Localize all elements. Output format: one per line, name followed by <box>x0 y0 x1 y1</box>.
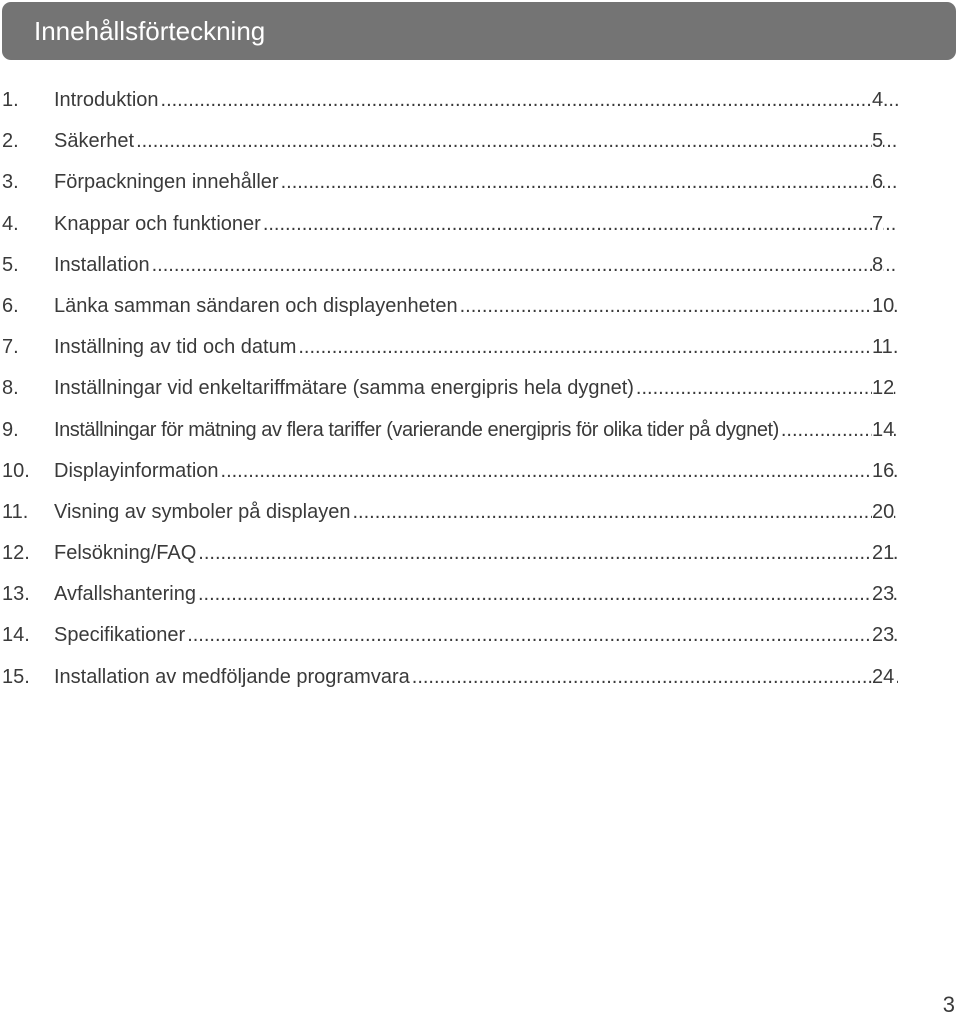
toc-title[interactable]: Displayinformation <box>54 459 219 482</box>
toc-number: 14. <box>2 624 30 647</box>
toc-row[interactable] <box>0 80 960 121</box>
toc-page-number: 14 <box>872 418 895 441</box>
toc-title[interactable]: Inställning av tid och datum <box>54 336 297 359</box>
toc-page-number: 10 <box>872 294 895 317</box>
toc-page-number: 11 <box>872 336 893 359</box>
toc-title[interactable]: Förpackningen innehåller <box>54 171 279 194</box>
toc-title[interactable]: Visning av symboler på displayen <box>54 500 351 523</box>
toc-page-number: 6 <box>872 171 884 194</box>
toc-page-number: 4 <box>872 89 884 111</box>
toc-title[interactable]: Inställningar vid enkeltariffmätare (samma energipris hela dygnet) <box>54 377 634 400</box>
toc-number: 15. <box>2 665 30 688</box>
toc-number: 13. <box>2 583 30 606</box>
toc-number: 11. <box>2 500 29 523</box>
toc-page-number: 24 <box>872 665 895 688</box>
toc-title[interactable]: Inställningar för mätning av flera tariffer (varierande energipris för olika tider på dygnet) <box>54 418 779 441</box>
toc-number: 12. <box>2 542 30 565</box>
toc-title[interactable]: Introduktion <box>54 89 159 111</box>
toc-number: 10. <box>2 459 30 482</box>
toc-row[interactable] <box>0 410 960 451</box>
toc-number: 2. <box>2 130 19 153</box>
toc-row[interactable] <box>0 368 960 409</box>
header-bar <box>2 2 956 60</box>
toc-page-number: 5 <box>872 130 884 153</box>
toc-title[interactable]: Installation av medföljande programvara <box>54 665 410 688</box>
toc-row[interactable] <box>0 533 960 574</box>
toc-title[interactable]: Specifikationer <box>54 624 186 647</box>
toc-number: 3. <box>2 171 19 194</box>
toc-page-number: 16 <box>872 459 895 482</box>
toc-row[interactable] <box>0 121 960 162</box>
toc-number: 6. <box>2 294 19 317</box>
toc-row[interactable] <box>0 657 960 698</box>
toc-page-number: 21 <box>872 542 895 565</box>
toc-page-number: 20 <box>872 500 895 523</box>
toc-row[interactable] <box>0 286 960 327</box>
page-title: Innehållsförteckning <box>34 16 266 46</box>
toc-row[interactable] <box>0 162 960 203</box>
toc-number: 7. <box>2 336 19 359</box>
toc-number: 4. <box>2 212 19 235</box>
toc-page-number: 7 <box>872 212 884 235</box>
toc-row[interactable] <box>0 204 960 245</box>
toc-page-number: 23 <box>872 624 895 647</box>
toc-page-number: 23 <box>872 583 895 606</box>
toc-number: 9. <box>2 418 19 441</box>
toc-title[interactable]: Länka samman sändaren och displayenheten <box>54 294 458 317</box>
toc-number: 8. <box>2 377 19 400</box>
toc-row[interactable] <box>0 492 960 533</box>
toc-title[interactable]: Säkerhet <box>54 130 135 153</box>
toc-row[interactable] <box>0 574 960 615</box>
toc-row[interactable] <box>0 245 960 286</box>
toc-title[interactable]: Installation <box>54 253 150 276</box>
toc-row[interactable] <box>0 615 960 656</box>
toc-title[interactable]: Knappar och funktioner <box>54 212 261 235</box>
toc-title[interactable]: Avfallshantering <box>54 583 196 606</box>
toc-row[interactable] <box>0 327 960 368</box>
toc-number: 5. <box>2 253 19 276</box>
toc-page-number: 8 <box>872 253 884 276</box>
toc-number: 1. <box>2 89 19 111</box>
toc-page-number: 12 <box>872 377 895 400</box>
toc-title[interactable]: Felsökning/FAQ <box>54 542 197 565</box>
page-number: 3 <box>942 992 955 1017</box>
table-of-contents <box>0 80 960 698</box>
toc-row[interactable] <box>0 451 960 492</box>
